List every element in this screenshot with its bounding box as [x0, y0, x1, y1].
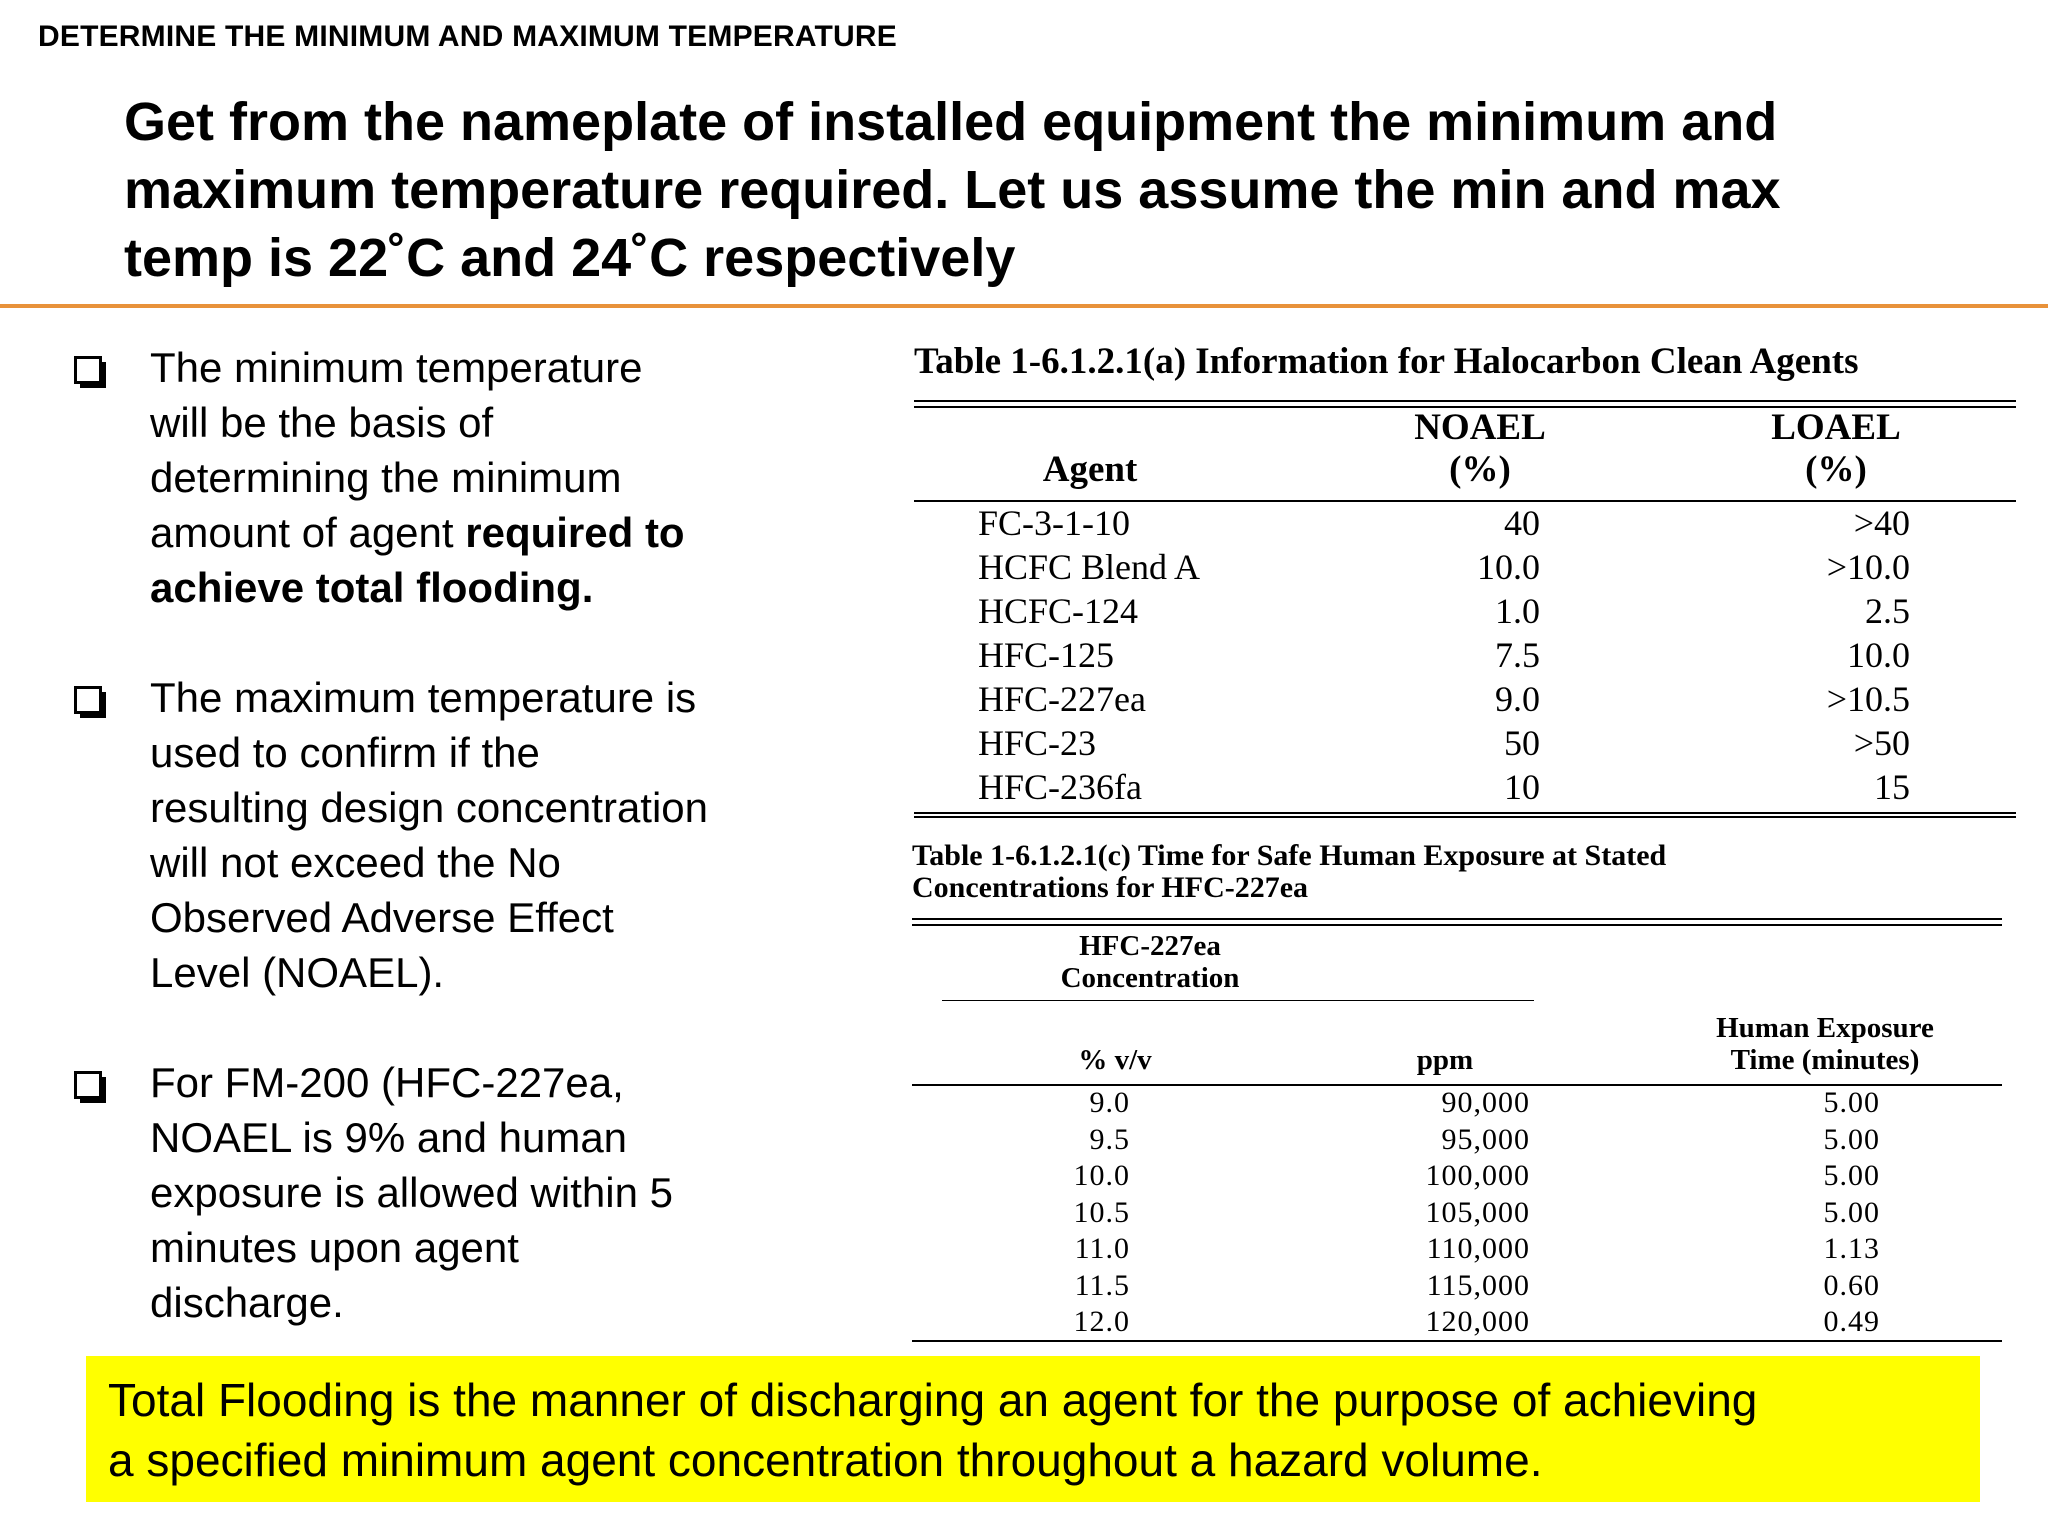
table2-cell-vv: 9.5 — [1089, 1122, 1130, 1156]
headline-line-1: Get from the nameplate of installed equipment the minimum and — [124, 92, 1778, 152]
table1-cell-agent: HCFC-124 — [978, 591, 1139, 631]
table2-cell-vv: 11.5 — [1074, 1268, 1130, 1302]
bullet-list — [72, 340, 792, 1330]
bullet-bold-line: achieve total flooding. — [150, 564, 594, 611]
table2-cell-ppm: 115,000 — [1426, 1268, 1530, 1302]
table2-cell-time: 5.00 — [1823, 1195, 1880, 1229]
table2-cell-ppm: 90,000 — [1441, 1086, 1530, 1119]
table1-cell-agent: HFC-236fa — [978, 767, 1142, 807]
table1-title: Table 1-6.1.2.1(a) Information for Halocarbon Clean Agents — [914, 341, 1859, 382]
bullet-line: minutes upon agent — [150, 1224, 519, 1271]
bullet-line: Observed Adverse Effect — [150, 894, 614, 941]
table2-cell-time: 5.00 — [1823, 1086, 1880, 1119]
table1-cell-agent: HFC-125 — [978, 635, 1115, 675]
table2-cell-time: 1.13 — [1823, 1232, 1880, 1265]
table1-cell-loael: >10.5 — [1826, 679, 1910, 719]
table2-cell-ppm: 95,000 — [1441, 1122, 1530, 1156]
headline-line-3: temp is 22˚C and 24˚C respectively — [124, 228, 1016, 288]
checkbox-bullet-icon — [74, 686, 102, 714]
table2-cell-vv: 10.0 — [1073, 1159, 1130, 1192]
table2-cell-ppm: 120,000 — [1425, 1305, 1530, 1338]
table1-cell-noael: 40 — [1504, 503, 1540, 543]
table1-cell-agent: HCFC Blend A — [978, 547, 1201, 587]
section-label: DETERMINE THE MINIMUM AND MAXIMUM TEMPERATURE — [38, 20, 897, 53]
headline-line-2: maximum temperature required. Let us assume the min and max — [124, 160, 1781, 220]
table1-cell-agent: FC-3-1-10 — [978, 503, 1130, 543]
bullet-line — [150, 505, 792, 560]
callout-line-2: a specified minimum agent concentration throughout a hazard volume. — [108, 1434, 1543, 1486]
table1-cell-noael: 10.0 — [1477, 547, 1540, 587]
table2-cell-time: 0.60 — [1823, 1268, 1880, 1302]
bullet-min-temperature — [72, 340, 792, 615]
table2-cell-ppm: 100,000 — [1425, 1159, 1530, 1192]
table2-header-ppm: ppm — [1416, 1044, 1474, 1076]
table1-header-noael-unit: (%) — [1449, 449, 1511, 490]
bullet-max-temperature — [72, 670, 792, 1000]
bullet-line: The maximum temperature is — [150, 674, 697, 721]
table2-header-time-line-1: Human Exposure — [1716, 1012, 1934, 1044]
callout-line-1: Total Flooding is the manner of discharging an agent for the purpose of achieving — [108, 1374, 1758, 1426]
table2-group-header-line-1: HFC-227ea — [1079, 930, 1221, 962]
bullet-line: exposure is allowed within 5 — [150, 1169, 673, 1216]
table2-cell-vv: 12.0 — [1073, 1305, 1130, 1338]
table2-bottom-rule — [912, 1340, 2002, 1342]
table2-top-rule — [912, 924, 2002, 926]
orange-divider — [0, 304, 2048, 308]
table2-header-vv: % v/v — [1078, 1044, 1152, 1076]
table1-cell-loael: 15 — [1874, 767, 1910, 807]
table1-header-loael-unit: (%) — [1805, 449, 1867, 490]
table1-cell-loael: >50 — [1853, 723, 1910, 763]
table1-cell-agent: HFC-227ea — [978, 679, 1146, 719]
table2-group-rule — [942, 1000, 1534, 1001]
table1-cell-loael: 10.0 — [1847, 635, 1910, 675]
table1-cell-noael: 1.0 — [1495, 591, 1540, 631]
table2-cell-time: 5.00 — [1823, 1159, 1880, 1192]
bullet-line: used to confirm if the — [150, 729, 540, 776]
table2-header-time-line-2: Time (minutes) — [1730, 1044, 1920, 1076]
bullet-line: For FM-200 (HFC-227ea, — [150, 1059, 624, 1106]
headline — [124, 88, 2004, 292]
table2-cell-time: 5.00 — [1823, 1122, 1880, 1156]
table2-cell-ppm: 110,000 — [1426, 1232, 1530, 1265]
table2-title-line-1: Table 1-6.1.2.1(c) Time for Safe Human Exposure at Stated — [912, 839, 1667, 872]
table2-top-rule — [912, 918, 2002, 920]
table2-cell-ppm: 105,000 — [1425, 1195, 1530, 1229]
bullet-line: resulting design concentration — [150, 784, 709, 831]
table1-cell-noael: 10 — [1504, 767, 1540, 807]
bullet-line: Level (NOAEL). — [150, 949, 445, 996]
table2-cell-time: 0.49 — [1823, 1305, 1880, 1338]
table1-cell-noael: 50 — [1504, 723, 1540, 763]
table2-group-header-line-2: Concentration — [1060, 962, 1240, 994]
total-flooding-callout — [86, 1356, 1980, 1502]
table1-bottom-rule — [914, 812, 2016, 814]
table1-bottom-rule — [914, 816, 2016, 818]
table1-top-rule — [914, 400, 2016, 402]
table1-header-agent: Agent — [1042, 449, 1138, 490]
table1-cell-noael: 7.5 — [1495, 635, 1540, 675]
table1-cell-noael: 9.0 — [1495, 679, 1540, 719]
table1-cell-loael: >40 — [1853, 503, 1910, 543]
bullet-line: The minimum temperature — [150, 344, 643, 391]
bullet-line: NOAEL is 9% and human — [150, 1114, 628, 1161]
table2-cell-vv: 11.0 — [1074, 1232, 1130, 1265]
table1-header-noael: NOAEL — [1414, 407, 1546, 448]
bullet-text: amount of agent — [150, 509, 466, 556]
bullet-bold-text: required to — [465, 509, 685, 556]
table2-cell-vv: 10.5 — [1073, 1195, 1130, 1229]
bullet-fm200 — [72, 1055, 792, 1330]
table1-cell-loael: >10.0 — [1826, 547, 1910, 587]
bullet-line: will be the basis of — [150, 399, 494, 446]
checkbox-bullet-icon — [74, 356, 102, 384]
table2-cell-vv: 9.0 — [1089, 1086, 1130, 1119]
checkbox-bullet-icon — [74, 1071, 102, 1099]
bullet-line: determining the minimum — [150, 454, 622, 501]
table1-cell-loael: 2.5 — [1865, 591, 1910, 631]
bullet-line: will not exceed the No — [150, 839, 561, 886]
table1-header-loael: LOAEL — [1771, 407, 1901, 448]
table2-title-line-2: Concentrations for HFC-227ea — [912, 871, 1309, 904]
table1-cell-agent: HFC-23 — [978, 723, 1097, 763]
bullet-line: discharge. — [150, 1279, 344, 1326]
